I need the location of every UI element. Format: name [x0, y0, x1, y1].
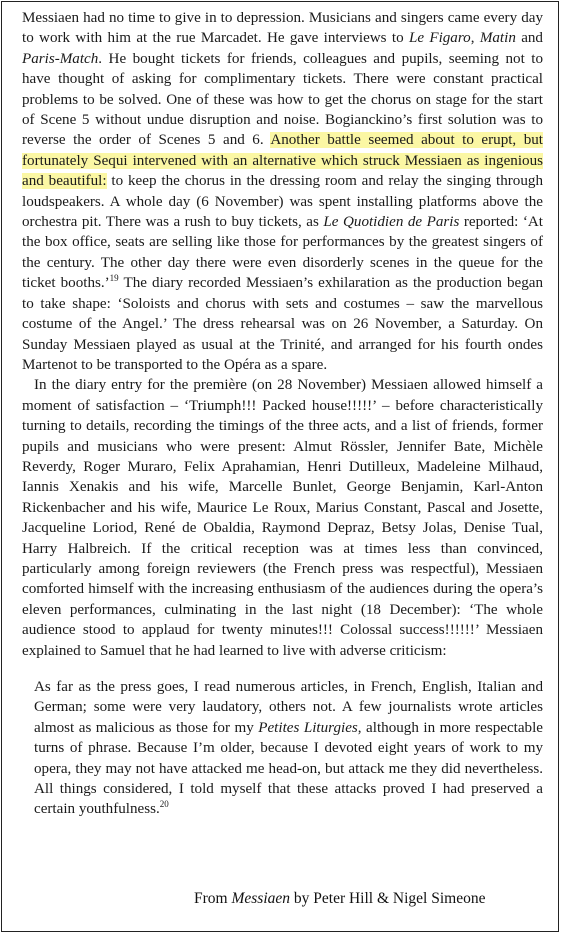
italic-title: Petites Liturgies — [258, 719, 358, 736]
attribution-book-title: Messiaen — [231, 890, 291, 907]
text-run: reported: ‘At the box office, seats are selling like those for performances by the greatest singers of the century. The other day there were even disorderly scenes in the queue for the ticket booths.’ — [22, 214, 543, 292]
attribution-authors: by Peter Hill & Nigel Simeone — [290, 890, 486, 907]
text-run: , — [470, 30, 480, 47]
highlighted-text: Another battle seemed about to erupt, but fortunately Sequi intervened with an alternative which struck Messiaen as ingenious and beautiful: — [22, 132, 544, 190]
paragraph-2 — [22, 375, 543, 661]
book-page — [22, 8, 543, 820]
text-run: , although in more respectable turns of phrase. Because I’m older, because I devoted eight years of work to my opera, they may not have attacked me head-on, but attack me they did nevertheless. All things considered, I told myself that these attacks proved I had preserved a certain youthfulness. — [34, 719, 543, 818]
block-quote — [22, 677, 543, 820]
italic-title: Matin — [479, 30, 516, 47]
italic-title: Paris-Match — [22, 50, 99, 67]
attribution-prefix: From — [194, 890, 232, 907]
footnote-marker: 20 — [159, 799, 169, 810]
text-run: As far as the press goes, I read numerous articles, in French, English, Italian and German; some were very laudatory, others not. A few journalists wrote articles almost as malicious as those for my — [34, 679, 543, 736]
text-run: In the diary entry for the première (on 28 November) Messiaen allowed himself a moment of satisfaction – ‘Triumph!!! Packed house!!!!!’ – before characteristically turning to details, recording the timings of the three acts, and a list of friends, former pupils and musicians who were present: Almut Rössler, Jennifer Bate, Michèle Reverdy, Roger Muraro, Felix Aprahamian, Henri Dutilleux, Madeleine Milhaud, Iannis Xenakis and his wife, Marcelle Bunlet, George Benjamin, Karl-Anton Rickenbacher and his wife, Maurice Le Roux, Marius Constant, Pascal and Josette, Jacqueline Loriod, René de Obaldia, Raymond Depraz, Betsy Jolas, Denise Tual, Harry Halbreich. If the critical reception was at times less than convinced, particularly among foreign reviewers (the French press was respectful), Messiaen comforted himself with the increasing enthusiasm of the audiences during the opera’s eleven performances, culminating in the last night (18 December): ‘The whole audience stood to applaud for twenty minutes!!! Colossal success!!!!!!’ Messiaen explained to Samuel that he had learned to live with adverse criticism: — [22, 377, 543, 659]
text-run: The diary recorded Messiaen’s exhilaration as the production began to take shape: ‘Soloists and chorus with sets and costumes – saw the marvellous costume of the Angel.’ The dress rehearsal was on 26 November, a Saturday. On Sunday Messiaen played as usual at the Trinité, and arranged for his fourth ondes Martenot to be transported to the Opéra as a spare. — [22, 275, 543, 373]
document-frame — [1, 1, 559, 932]
attribution-line — [194, 890, 534, 908]
footnote-marker: 19 — [109, 273, 119, 284]
italic-title: Le Quotidien de Paris — [323, 214, 460, 231]
text-run: . He bought tickets for friends, colleagues and pupils, seeming not to have thought of asking for complimentary tickets. There were constant practical problems to be solved. One of these was how to get the chorus on stage for the start of Scene 5 without undue disruption and noise. Bogianckino’s first solution was to reverse the order of Scenes 5 and 6. — [22, 50, 543, 149]
paragraph-1 — [22, 8, 543, 375]
text-run: and — [515, 30, 543, 47]
text-run: Messiaen had no time to give in to depression. Musicians and singers came every day to work with him at the rue Marcadet. He gave interviews to — [22, 10, 543, 47]
italic-title: Le Figaro — [408, 30, 471, 47]
text-run: to keep the chorus in the dressing room and relay the singing through loudspeakers. A whole day (6 November) was spent installing platforms above the orchestra pit. There was a rush to buy tickets, as — [22, 173, 543, 231]
